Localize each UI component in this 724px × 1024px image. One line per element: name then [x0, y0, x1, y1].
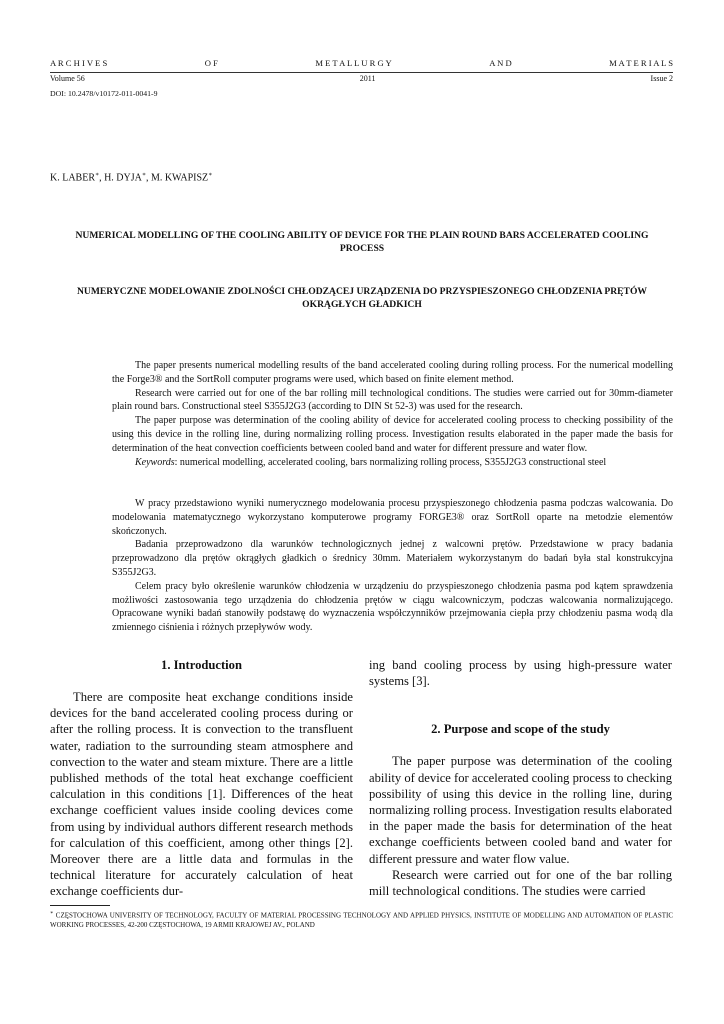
- journal-word: A R C H I V E S: [50, 58, 108, 68]
- journal-name: [50, 58, 673, 68]
- affiliation-mark: ∗: [208, 172, 213, 178]
- keywords: [112, 456, 673, 470]
- abstract-paragraph: Research were carried out for one of the bar rolling mill technological conditions. The studies were carried out for 30mm-diameter plain round bars. Constructional steel S355J2G3 (according to DIN St 52-3) was used for the research.: [112, 387, 673, 413]
- journal-word: M E T A L L U R G Y: [315, 58, 392, 68]
- volume: Volume 56: [50, 74, 85, 83]
- footnote-mark: ∗: [50, 911, 54, 916]
- section-heading: 2. Purpose and scope of the study: [431, 722, 610, 737]
- journal-word: O F: [204, 58, 218, 68]
- year: 2011: [359, 74, 376, 83]
- abstract-paragraph: Badania przeprowadzono dla warunków technologicznych jednej z walcowni prętów. Przedstawione w pracy badania przeprowadzono dla prętów okrągłych gładkich o średnicy 30mm. Materiałem wykorzystanym do badań była stal konstrukcyjna S355J2G3.: [112, 539, 673, 578]
- journal-word: M A T E R I A L S: [609, 58, 673, 68]
- abstract-paragraph: The paper purpose was determination of the cooling ability of device for accelerated cooling process to checking possibility of the using this device in the rolling line, during normalizing rolling process. Investigation results elaborated in the paper made the basis for determination of the heat convection coefficients between cooled band and water for different pressure and water flow.: [112, 415, 673, 454]
- body-paragraph: Research were carried out for one of the bar rolling mill technological conditions. The studies were carried: [369, 867, 672, 899]
- title-english: NUMERICAL MODELLING OF THE COOLING ABILITY OF DEVICE FOR THE PLAIN ROUND BARS ACCELERATED COOLING PROCESS: [75, 230, 649, 254]
- keywords-text: : numerical modelling, accelerated cooling, bars normalizing rolling process, S355J2G3 constructional steel: [174, 456, 607, 468]
- abstract-paragraph: The paper presents numerical modelling results of the band accelerated cooling during rolling process. For the numerical modelling the Forge3® and the SortRoll computer programs were used, which based on finite element method.: [112, 360, 673, 385]
- footnote-divider: [50, 905, 110, 906]
- issue-info: [50, 72, 673, 84]
- affiliation-mark: ∗: [95, 172, 100, 178]
- section-heading: 1. Introduction: [161, 658, 242, 672]
- abstract-polish: [112, 497, 673, 635]
- body-paragraph: There are composite heat exchange conditions inside devices for the band accelerated cooling process during or after the rolling process. It is convection to the transfluent water, radiation to the surrounding steam atmosphere and convection to the water and steam mixture. There are a little published methods of the total heat exchange coefficient calculation in this conditions [1]. Differences of the heat exchange coefficient values inside cooling devices come from using by individual authors different research methods for calculation of this coefficient, among other things [2]. Moreover there are a little data and formulas in the technical literature for accurately calculation of heat exchange coefficients dur-: [50, 690, 353, 899]
- issue: Issue 2: [650, 74, 673, 83]
- abstract-english: [112, 359, 673, 469]
- abstract-paragraph: W pracy przedstawiono wyniki numerycznego modelowania procesu przyspieszonego chłodzenia pasma podczas walcowania. Do modelowania matematycznego wykorzystano komputerowe programy FORGE3® oraz SortRoll oparte na metodzie elementów skończonych.: [112, 498, 673, 537]
- affiliation-footnote: [50, 909, 673, 931]
- footnote-text: CZĘSTOCHOWA UNIVERSITY OF TECHNOLOGY, FACULTY OF MATERIAL PROCESSING TECHNOLOGY AND APPLIED PHYSICS, INSTITUTE OF MODELLING AND AUTOMATION OF PLASTIC WORKING PROCESSES, 42-200 CZĘSTOCHOWA, 19 ARMII KRAJOWEJ AV., POLAND: [50, 911, 673, 929]
- doi: DOI: 10.2478/v10172-011-0041-9: [50, 89, 158, 98]
- body-column-right: [369, 657, 672, 899]
- keywords-label: Keywords: [135, 456, 175, 468]
- author-name: M. KWAPISZ: [150, 172, 209, 184]
- affiliation-mark: ∗: [141, 172, 146, 178]
- title-polish: NUMERYCZNE MODELOWANIE ZDOLNOŚCI CHŁODZĄCEJ URZĄDZENIA DO PRZYSPIESZONEGO CHŁODZENIA PRĘTÓW OKRĄGŁYCH GŁADKICH: [76, 286, 648, 310]
- journal-word: A N D: [489, 58, 512, 68]
- body-column-left: [50, 657, 353, 900]
- author-name: K. LABER: [50, 172, 95, 184]
- body-paragraph: ing band cooling process by using high-pressure water systems [3].: [369, 658, 672, 689]
- body-paragraph: The paper purpose was determination of the cooling ability of device for accelerated cooling process to checking possibility of using this device in the rolling line, during normalizing rolling process. Investigation results elaborated in the paper made the basis for determination of the heat exchange coefficients between cooled band and water for different pressure and water flow value.: [369, 754, 672, 866]
- abstract-paragraph: Celem pracy było określenie warunków chłodzenia w urządzeniu do przyspieszonego chłodzenia pasma pod kątem sprawdzenia możliwości zastosowania tego urządzenia do chłodzenia prętów w ciągu walcowniczym, podczas walcowania normalizującego. Opracowane wyniki badań stanowiły podstawę do wyznaczenia współczynników przejmowania ciepła przy chłodzeniu pasma wodą dla zmiennego ciśnienia i różnych przepływów wody.: [112, 580, 673, 634]
- author-list: K. LABER∗, H. DYJA∗, M. KWAPISZ∗: [50, 172, 213, 184]
- author-name: H. DYJA: [104, 172, 142, 184]
